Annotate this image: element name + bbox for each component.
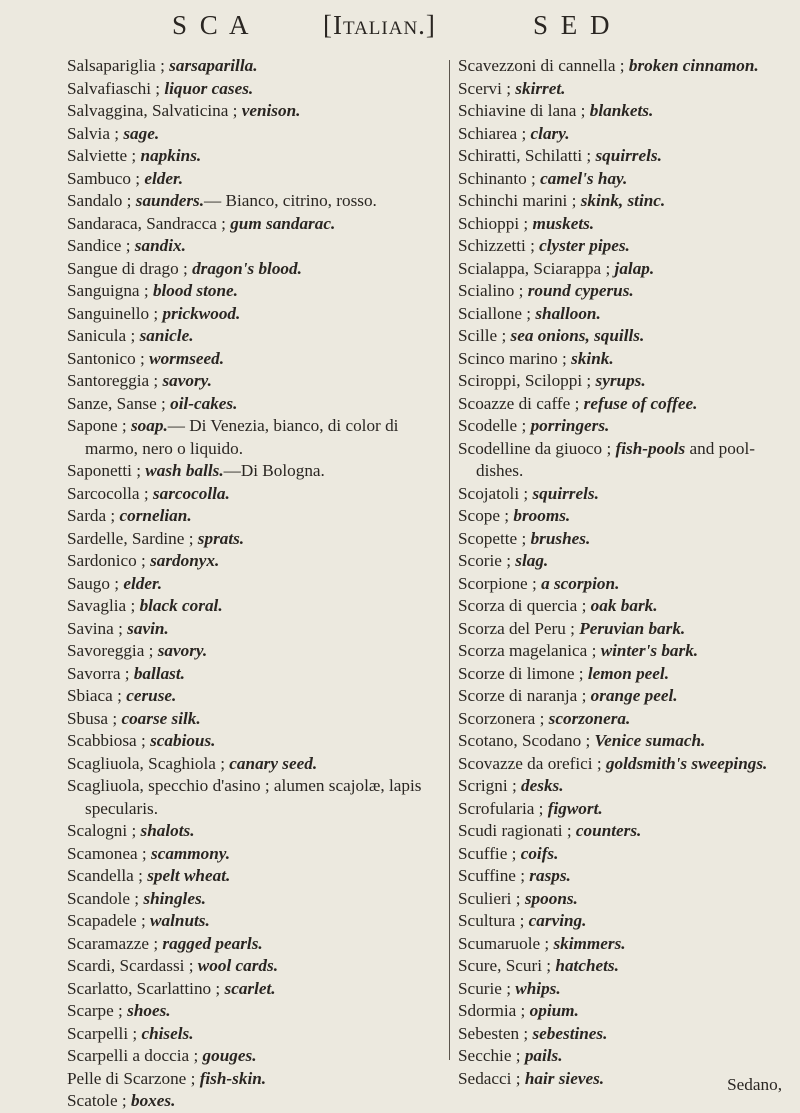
entry-headword: Pelle di Scarzone ; (67, 1068, 200, 1088)
entry-translation: ballast. (133, 663, 185, 683)
dictionary-entry (67, 505, 445, 528)
entry-headword: Scoazze di caffe ; (458, 393, 584, 413)
dictionary-entry (67, 235, 445, 258)
entry-translation: shingles. (143, 888, 206, 908)
entry-translation: dragon's blood. (192, 258, 302, 278)
dictionary-entry (67, 820, 445, 843)
entry-translation: squirrels. (595, 146, 662, 165)
entry-translation: boxes. (130, 1091, 176, 1110)
entry-headword: Scrofularia ; (458, 798, 548, 818)
entry-translation: porringers. (530, 416, 610, 435)
dictionary-entry (67, 280, 445, 303)
entry-note: — Di Venezia, bianco, di color di marmo, nero o liquido. (85, 416, 399, 458)
entry-headword: Scarpe ; (67, 1001, 128, 1020)
entry-translation: walnuts. (150, 911, 210, 930)
entry-translation: wool cards. (197, 956, 279, 975)
entry-translation: clary. (530, 123, 570, 143)
dictionary-entry (67, 415, 445, 460)
entry-translation: sanicle. (139, 326, 194, 345)
entry-translation: lemon peel. (587, 663, 669, 683)
entry-translation: goldsmith's sweepings. (605, 753, 768, 773)
entry-headword: Scorpione ; (458, 573, 542, 593)
entry-translation: blankets. (589, 101, 654, 120)
entry-translation: refuse of coffee. (583, 393, 698, 413)
entry-headword: Scervi ; (458, 78, 516, 98)
entry-headword: Sarcocolla ; (67, 483, 153, 503)
entry-headword: Scatole ; (67, 1091, 131, 1110)
entry-note: — Bianco, citrino, rosso. (204, 191, 377, 210)
dictionary-entry (458, 370, 768, 393)
dictionary-entry (458, 348, 768, 371)
entry-headword: Sanguigna ; (67, 281, 153, 300)
entry-translation: gum sandarac. (230, 213, 336, 233)
entry-headword: Scodelline da giuoco ; (458, 438, 616, 458)
entry-translation: camel's hay. (540, 168, 628, 188)
dictionary-entry (458, 820, 768, 843)
dictionary-entry (458, 1068, 768, 1091)
entry-translation: opium. (529, 1001, 579, 1020)
entry-translation: winter's bark. (600, 641, 699, 660)
entry-headword: Scrigni ; (458, 776, 522, 795)
entry-headword: Scalogni ; (67, 821, 141, 840)
entry-translation: saunders. (135, 191, 205, 210)
entry-translation: Peruvian bark. (579, 618, 686, 638)
entry-translation: clyster pipes. (539, 236, 630, 255)
entry-translation: syrups. (595, 371, 646, 390)
entry-headword: Scille ; (458, 326, 511, 345)
dictionary-entry (458, 1000, 768, 1023)
entry-headword: Sciallone ; (458, 303, 536, 323)
dictionary-entry (67, 393, 445, 416)
dictionary-entry (67, 573, 445, 596)
entry-translation: jalap. (614, 258, 655, 278)
entry-note: and pool-dishes. (476, 438, 755, 480)
entry-headword: Schiavine di lana ; (458, 101, 590, 120)
dictionary-entry (458, 753, 768, 776)
entry-translation: black coral. (139, 596, 223, 615)
entry-translation: rasps. (529, 866, 571, 885)
entry-translation: orange peel. (590, 686, 678, 705)
dictionary-entry (67, 753, 445, 776)
entry-translation: ragged pearls. (162, 933, 263, 953)
entry-translation: liquor cases. (164, 78, 254, 98)
entry-translation: hatchets. (555, 956, 619, 975)
entry-translation: scorzonera. (548, 708, 631, 728)
entry-note: —Di Bologna. (223, 461, 325, 480)
entry-headword: Scagliuola, specchio d'asino ; alumen scajolæ, lapis specularis. (67, 776, 422, 818)
entry-translation: broken cinnamon. (628, 56, 759, 75)
entry-headword: Scorze di naranja ; (458, 686, 591, 705)
entry-headword: Sandaraca, Sandracca ; (67, 213, 231, 233)
entry-headword: Scialappa, Sciarappa ; (458, 258, 615, 278)
entry-translation: oak bark. (590, 596, 658, 615)
entry-headword: Sardelle, Sardine ; (67, 528, 198, 548)
entry-headword: Scarpelli a doccia ; (67, 1046, 203, 1065)
dictionary-entry (67, 460, 445, 483)
dictionary-entry (458, 235, 768, 258)
entry-translation: cornelian. (119, 506, 192, 525)
entry-headword: Sanicula ; (67, 326, 140, 345)
entry-translation: soap. (130, 416, 168, 435)
dictionary-entry (458, 393, 768, 416)
entry-headword: Sculieri ; (458, 888, 525, 908)
dictionary-entry (67, 910, 445, 933)
dictionary-entry (458, 843, 768, 866)
dictionary-entry (458, 303, 768, 326)
entry-translation: a scorpion. (541, 573, 620, 593)
entry-translation: shalots. (140, 821, 195, 840)
entry-headword: Sbiaca ; (67, 686, 127, 705)
entry-translation: pails. (524, 1046, 563, 1065)
entry-headword: Scurie ; (458, 978, 516, 998)
entry-headword: Sandalo ; (67, 191, 136, 210)
entry-translation: sebestines. (532, 1023, 608, 1043)
entry-headword: Secchie ; (458, 1046, 525, 1065)
entry-headword: Sambuco ; (67, 168, 145, 188)
dictionary-entry (67, 888, 445, 911)
entry-headword: Scabbiosa ; (67, 731, 151, 750)
entry-translation: hair sieves. (524, 1068, 605, 1088)
dictionary-entry (67, 100, 445, 123)
entry-headword: Sapone ; (67, 416, 131, 435)
entry-headword: Schizzetti ; (458, 236, 540, 255)
dictionary-entry (458, 483, 768, 506)
entry-translation: figwort. (547, 798, 603, 818)
entry-translation: gouges. (202, 1046, 257, 1065)
dictionary-entry (67, 595, 445, 618)
dictionary-entry (458, 865, 768, 888)
entry-headword: Sanze, Sanse ; (67, 393, 171, 413)
entry-translation: counters. (575, 821, 642, 840)
entry-translation: skimmers. (553, 933, 626, 953)
entry-translation: napkins. (140, 146, 202, 165)
entry-headword: Scodelle ; (458, 416, 531, 435)
dictionary-entry (67, 483, 445, 506)
entry-headword: Scinco marino ; (458, 348, 572, 368)
entry-headword: Savoreggia ; (67, 641, 158, 660)
entry-translation: sage. (123, 123, 160, 143)
entry-headword: Scandole ; (67, 888, 144, 908)
dictionary-entry (458, 933, 768, 956)
dictionary-entry (67, 55, 445, 78)
entry-headword: Sandice ; (67, 236, 135, 255)
entry-translation: oil-cakes. (170, 393, 238, 413)
dictionary-entry (67, 708, 445, 731)
dictionary-entry (458, 528, 768, 551)
running-head-left: S C A (172, 10, 252, 40)
dictionary-entry (458, 78, 768, 101)
dictionary-entry (458, 798, 768, 821)
entry-headword: Scorie ; (458, 551, 516, 570)
dictionary-entry (67, 190, 445, 213)
dictionary-entry (67, 955, 445, 978)
entry-translation: spelt wheat. (147, 866, 231, 885)
dictionary-entry (67, 370, 445, 393)
dictionary-entry (458, 100, 768, 123)
dictionary-entry (458, 1023, 768, 1046)
entry-headword: Scotano, Scodano ; (458, 731, 595, 750)
dictionary-entry (458, 325, 768, 348)
dictionary-entry (458, 123, 768, 146)
entry-translation: scarlet. (224, 978, 276, 998)
dictionary-entry (67, 123, 445, 146)
entry-translation: sprats. (197, 528, 245, 548)
entry-translation: ceruse. (126, 686, 177, 705)
dictionary-entry (458, 190, 768, 213)
entry-headword: Scorza del Peru ; (458, 618, 580, 638)
dictionary-entry (458, 550, 768, 573)
dictionary-entry (458, 573, 768, 596)
entry-headword: Savorra ; (67, 663, 134, 683)
dictionary-entry (67, 933, 445, 956)
entry-translation: squirrels. (532, 483, 599, 503)
entry-translation: sandix. (134, 236, 186, 255)
dictionary-entry (458, 1045, 768, 1068)
dictionary-entry (67, 1045, 445, 1068)
entry-translation: whips. (515, 978, 561, 998)
running-head-right: S E D (533, 10, 613, 40)
dictionary-entry (67, 213, 445, 236)
dictionary-entry (458, 258, 768, 281)
entry-headword: Scarlatto, Scarlattino ; (67, 978, 225, 998)
dictionary-entry (67, 145, 445, 168)
entry-translation: Venice sumach. (594, 731, 706, 750)
entry-translation: brooms. (513, 506, 571, 525)
dictionary-entry (67, 528, 445, 551)
entry-translation: spoons. (524, 888, 578, 908)
dictionary-entry (67, 865, 445, 888)
entry-headword: Sbusa ; (67, 708, 122, 728)
entry-headword: Schiarea ; (458, 123, 531, 143)
entry-translation: elder. (123, 573, 163, 593)
entry-headword: Scudi ragionati ; (458, 821, 576, 840)
dictionary-entry (67, 258, 445, 281)
entry-translation: coifs. (520, 843, 559, 863)
column-divider (449, 60, 450, 1060)
entry-headword: Sedacci ; (458, 1068, 525, 1088)
dictionary-entry (67, 663, 445, 686)
entry-headword: Savina ; (67, 618, 128, 638)
dictionary-entry (458, 145, 768, 168)
entry-headword: Santoreggia ; (67, 371, 163, 390)
dictionary-entry (458, 663, 768, 686)
entry-headword: Scuffine ; (458, 866, 530, 885)
entry-headword: Scarpelli ; (67, 1023, 142, 1043)
dictionary-entry (67, 325, 445, 348)
entry-headword: Salvaggina, Salvaticina ; (67, 101, 242, 120)
entry-translation: shoes. (127, 1001, 171, 1020)
entry-translation: sarsaparilla. (169, 56, 258, 75)
page-header (0, 10, 800, 54)
entry-translation: skirret. (515, 78, 566, 98)
dictionary-entry (67, 843, 445, 866)
catchword: Sedano, (727, 1075, 782, 1094)
entry-translation: sea onions, squills. (510, 326, 645, 345)
dictionary-entry (67, 640, 445, 663)
entry-headword: Scojatoli ; (458, 483, 533, 503)
dictionary-entry (67, 1090, 445, 1113)
entry-headword: Saugo ; (67, 573, 124, 593)
entry-headword: Scavezzoni di cannella ; (458, 56, 629, 75)
entry-headword: Schioppi ; (458, 213, 533, 233)
entry-headword: Schiratti, Schilatti ; (458, 146, 596, 165)
entry-translation: desks. (521, 776, 564, 795)
dictionary-entry (67, 303, 445, 326)
dictionary-entry (458, 595, 768, 618)
entry-translation: skink, stinc. (580, 191, 666, 210)
dictionary-entry (458, 505, 768, 528)
entry-translation: sarcocolla. (152, 483, 230, 503)
dictionary-entry (458, 415, 768, 438)
entry-headword: Scapadele ; (67, 911, 151, 930)
dictionary-entry (67, 1068, 445, 1091)
entry-headword: Scorze di limone ; (458, 663, 588, 683)
right-column (458, 55, 768, 1090)
entry-headword: Sciroppi, Sciloppi ; (458, 371, 596, 390)
entry-translation: brushes. (530, 528, 591, 548)
dictionary-entry (67, 730, 445, 753)
dictionary-entry (67, 348, 445, 371)
dictionary-entry (458, 910, 768, 933)
entry-headword: Scopette ; (458, 528, 531, 548)
entry-translation: carving. (528, 911, 587, 930)
left-column (67, 55, 445, 1113)
entry-headword: Sanguinello ; (67, 303, 163, 323)
dictionary-entry (458, 213, 768, 236)
dictionary-entry (458, 640, 768, 663)
entry-headword: Scandella ; (67, 866, 148, 885)
entry-translation: venison. (241, 101, 301, 120)
entry-headword: Schinanto ; (458, 168, 541, 188)
entry-headword: Salvia ; (67, 123, 124, 143)
dictionary-entry (67, 775, 445, 820)
entry-headword: Saponetti ; (67, 461, 146, 480)
dictionary-entry (458, 618, 768, 641)
entry-translation: canary seed. (229, 753, 318, 773)
dictionary-entry (67, 168, 445, 191)
entry-translation: blood stone. (152, 281, 238, 300)
entry-translation: scabious. (150, 731, 216, 750)
entry-headword: Scultura ; (458, 911, 529, 930)
entry-translation: fish-pools (615, 438, 686, 458)
entry-translation: savory. (162, 371, 212, 390)
dictionary-entry (67, 978, 445, 1001)
entry-headword: Scagliuola, Scaghiola ; (67, 753, 230, 773)
entry-headword: Sarda ; (67, 506, 120, 525)
entry-translation: round cyperus. (527, 281, 634, 300)
dictionary-entry (67, 1023, 445, 1046)
dictionary-entry (458, 708, 768, 731)
entry-headword: Salsapariglia ; (67, 56, 170, 75)
dictionary-entry (67, 1000, 445, 1023)
dictionary-entry (67, 550, 445, 573)
entry-translation: muskets. (532, 213, 595, 233)
entry-headword: Savaglia ; (67, 596, 140, 615)
entry-headword: Scumaruole ; (458, 933, 554, 953)
entry-headword: Scorza magelanica ; (458, 641, 601, 660)
entry-headword: Salvafiaschi ; (67, 78, 165, 98)
entry-headword: Salviette ; (67, 146, 141, 165)
entry-headword: Sardonico ; (67, 551, 151, 570)
entry-translation: prickwood. (162, 303, 241, 323)
entry-headword: Schinchi marini ; (458, 191, 581, 210)
dictionary-entry (458, 685, 768, 708)
entry-translation: wormseed. (149, 348, 225, 368)
dictionary-entry (458, 438, 768, 483)
entry-headword: Scope ; (458, 506, 514, 525)
entry-headword: Scardi, Scardassi ; (67, 956, 198, 975)
entry-headword: Santonico ; (67, 348, 150, 368)
dictionary-entry (458, 280, 768, 303)
entry-headword: Sebesten ; (458, 1023, 533, 1043)
dictionary-entry (67, 618, 445, 641)
entry-translation: sardonyx. (150, 551, 220, 570)
entry-translation: skink. (571, 348, 614, 368)
dictionary-entry (458, 168, 768, 191)
dictionary-entry (67, 685, 445, 708)
entry-headword: Sdormia ; (458, 1001, 530, 1020)
entry-translation: savin. (127, 618, 169, 638)
dictionary-entry (458, 888, 768, 911)
dictionary-entry (458, 978, 768, 1001)
entry-translation: savory. (157, 641, 208, 660)
dictionary-entry (67, 78, 445, 101)
entry-translation: scammony. (151, 843, 231, 863)
entry-headword: Scuffie ; (458, 843, 521, 863)
dictionary-entry (458, 55, 768, 78)
entry-translation: wash balls. (145, 461, 224, 480)
entry-translation: coarse silk. (121, 708, 201, 728)
dictionary-entry (458, 730, 768, 753)
dictionary-entry (458, 775, 768, 798)
dictionary-entry (458, 955, 768, 978)
entry-headword: Scovazze da orefici ; (458, 753, 606, 773)
entry-headword: Scaramazze ; (67, 933, 163, 953)
entry-headword: Scialino ; (458, 281, 528, 300)
entry-translation: fish-skin. (199, 1068, 267, 1088)
entry-headword: Scorza di quercia ; (458, 596, 591, 615)
running-head-center: [Italian.] (323, 10, 436, 40)
entry-translation: elder. (144, 168, 184, 188)
entry-translation: slag. (515, 551, 549, 570)
entry-translation: shalloon. (535, 303, 601, 323)
entry-headword: Scamonea ; (67, 843, 151, 863)
entry-headword: Scorzonera ; (458, 708, 549, 728)
entry-translation: chisels. (141, 1023, 194, 1043)
entry-headword: Scure, Scuri ; (458, 956, 556, 975)
entry-headword: Sangue di drago ; (67, 258, 193, 278)
